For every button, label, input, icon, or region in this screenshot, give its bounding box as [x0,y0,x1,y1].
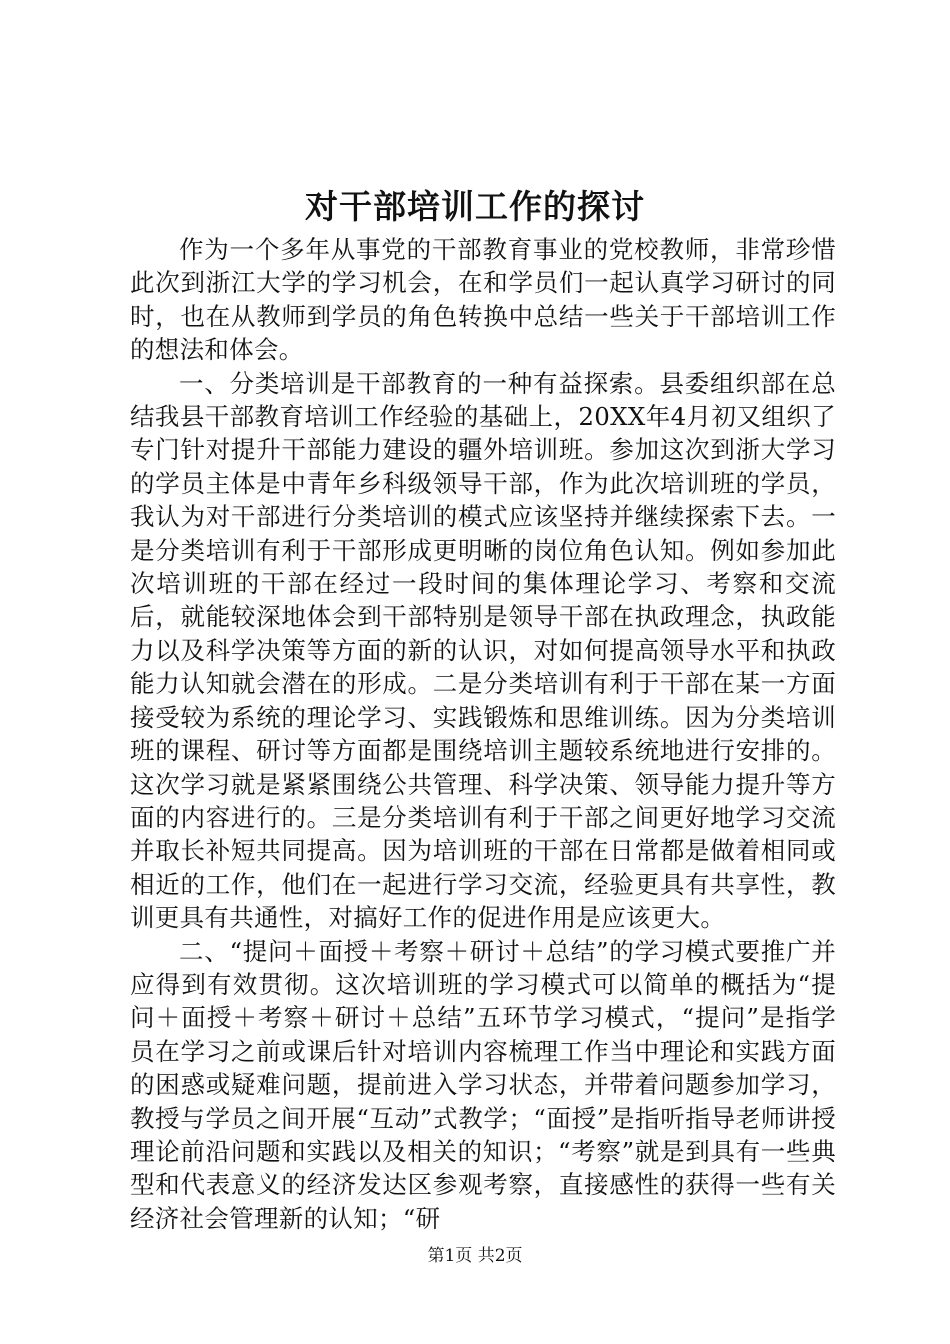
section-one-paragraph: 一、分类培训是干部教育的一种有益探索。县委组织部在总结我县干部教育培训工作经验的基础上，20XX年4月初又组织了专门针对提升干部能力建设的疆外培训班。参加这次到浙大学习的学员主体是中青年乡科级领导干部，作为此次培训班的学员，我认为对干部进行分类培训的模式应该坚持并继续探索下去。一是分类培训有利于干部形成更明晰的岗位角色认知。例如参加此次培训班的干部在经过一段时间的集体理论学习、考察和交流后，就能较深地体会到干部特别是领导干部在执政理念，执政能力以及科学决策等方面的新的认识，对如何提高领导水平和执政能力认知就会潜在的形成。二是分类培训有利于干部在某一方面接受较为系统的理论学习、实践锻炼和思维训练。因为分类培训班的课程、研讨等方面都是围绕培训主题较系统地进行安排的。这次学习就是紧紧围绕公共管理、科学决策、领导能力提升等方面的内容进行的。三是分类培训有利于干部之间更好地学习交流并取长补短共同提高。因为培训班的干部在日常都是做着相同或相近的工作，他们在一起进行学习交流，经验更具有共享性，教训更具有共通性，对搞好工作的促进作用是应该更大。 [130,368,836,933]
section-two-paragraph: 二、“提问＋面授＋考察＋研讨＋总结”的学习模式要推广并应得到有效贯彻。这次培训班的学习模式可以简单的概括为“提问＋面授＋考察＋研讨＋总结”五环节学习模式，“提问”是指学员在学习之前或课后针对培训内容梳理工作当中理论和实践方面的困惑或疑难问题，提前进入学习状态，并带着问题参加学习，教授与学员之间开展“互动”式教学；“面授”是指听指导老师讲授理论前沿问题和实践以及相关的知识；“考察”就是到具有一些典型和代表意义的经济发达区参观考察，直接感性的获得一些有关经济社会管理新的认知；“研 [130,936,837,1233]
intro-paragraph: 作为一个多年从事党的干部教育事业的党校教师，非常珍惜此次到浙江大学的学习机会，在和学员们一起认真学习研讨的同时，也在从教师到学员的角色转换中总结一些关于干部培训工作的想法和体会。 [130,235,836,365]
document-body [130,233,836,1235]
page-footer: 第1页 共2页 [427,1246,523,1266]
document-title: 对干部培训工作的探讨 [305,187,645,226]
